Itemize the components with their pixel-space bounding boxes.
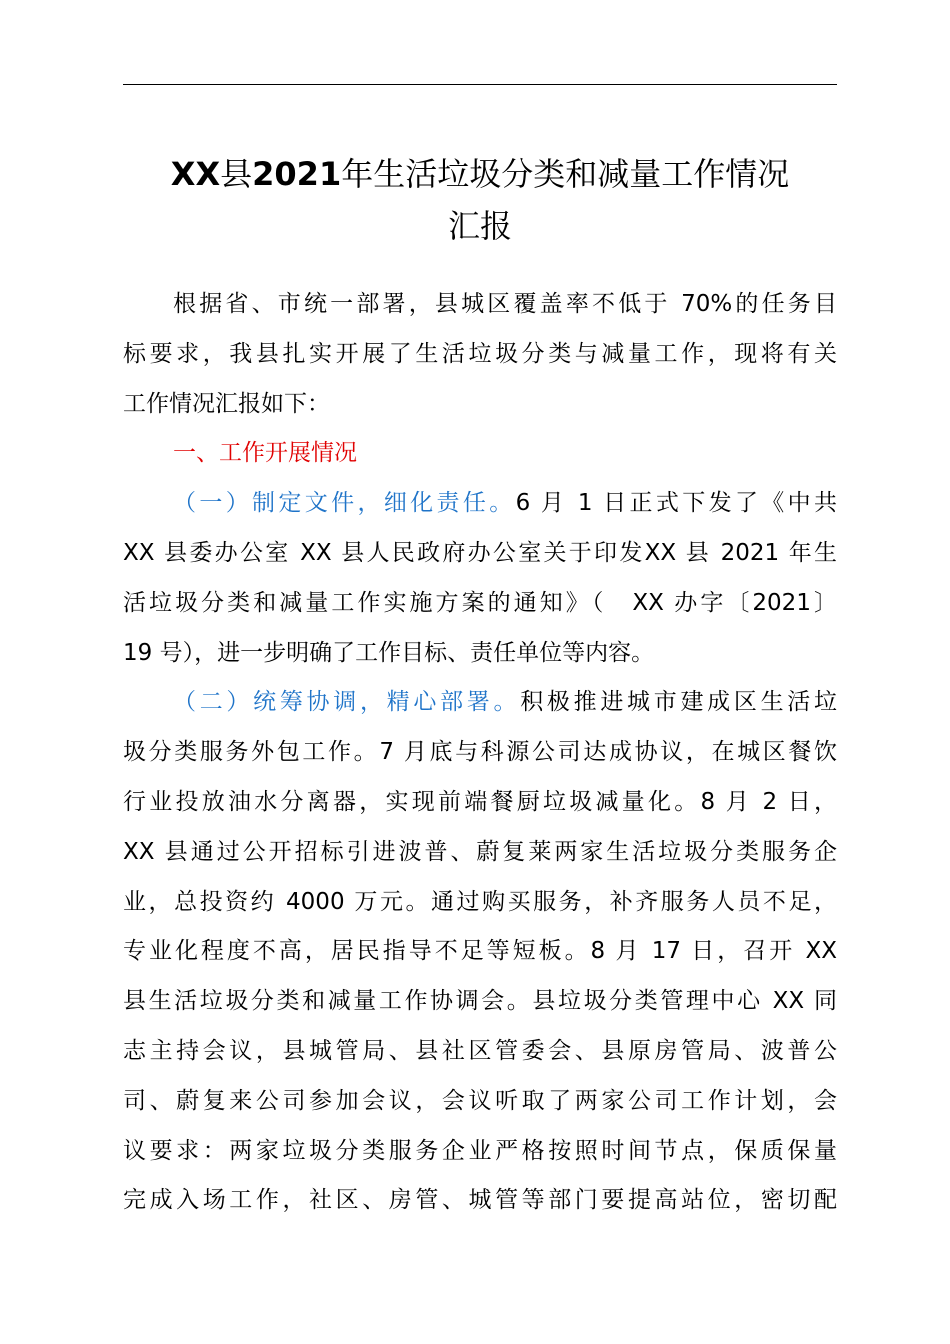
item2-line: 圾分类服务外包工作。7 月底与科源公司达成协议，在城区餐饮 — [123, 739, 837, 766]
title-line-1 — [100, 148, 860, 200]
title-county-code: XX — [170, 155, 221, 193]
item1-first-line — [123, 479, 837, 529]
item2-line: 完成入场工作，社区、房管、城管等部门要提高站位，密切配 — [123, 1187, 837, 1214]
item2-line: 行业投放油水分离器，实现前端餐厨垃圾减量化。8 月 2 日， — [123, 788, 837, 815]
intro-line: 工作情况汇报如下： — [123, 390, 330, 417]
item2-line: 议要求：两家垃圾分类服务企业严格按照时间节点，保质保量 — [123, 1137, 837, 1164]
item2-line: 司、蔚复来公司参加会议，会议听取了两家公司工作计划，会 — [123, 1087, 837, 1114]
document-body — [123, 280, 837, 1226]
header-rule — [123, 84, 837, 85]
item2-line: XX 县通过公开招标引进波普、蔚复莱两家生活垃圾分类服务企 — [123, 838, 837, 865]
item1-lead: （一）制定文件，细化责任。 — [173, 490, 516, 517]
item2-line: 业，总投资约 4000 万元。通过购买服务，补齐服务人员不足， — [123, 888, 837, 915]
item2-line: 专业化程度不高，居民指导不足等短板。8 月 17 日，召开 XX — [123, 938, 837, 965]
item2-lead: （二）统筹协调，精心部署。 — [173, 689, 521, 716]
title-year: 2021 — [252, 155, 342, 193]
title-subject: 年生活垃圾分类和减量工作情况 — [341, 155, 790, 193]
item2-first-line — [123, 678, 837, 728]
item2-line: 志主持会议，县城管局、县社区管委会、县原房管局、波普公 — [123, 1037, 837, 1064]
item1-line: 19 号），进一步明确了工作目标、责任单位等内容。 — [123, 639, 655, 666]
section-heading: 一、工作开展情况 — [173, 440, 357, 467]
document-title — [100, 148, 860, 252]
title-line-2: 汇报 — [447, 207, 512, 245]
item1-line: 活垃圾分类和减量工作实施方案的通知》（ XX 办字〔2021〕 — [123, 589, 837, 616]
item1-line: XX 县委办公室 XX 县人民政府办公室关于印发XX 县 2021 年生 — [123, 539, 837, 566]
item1-lead-rest: 6 月 1 日正式下发了《中共 — [515, 490, 837, 517]
intro-line: 根据省、市统一部署，县城区覆盖率不低于 70%的任务目 — [173, 291, 837, 317]
item2-lead-rest: 积极推进城市建成区生活垃 — [520, 689, 837, 716]
title-county-word: 县 — [220, 155, 253, 193]
intro-line: 标要求，我县扎实开展了生活垃圾分类与减量工作，现将有关 — [123, 340, 837, 367]
item2-line: 县生活垃圾分类和减量工作协调会。县垃圾分类管理中心 XX 同 — [123, 988, 837, 1015]
